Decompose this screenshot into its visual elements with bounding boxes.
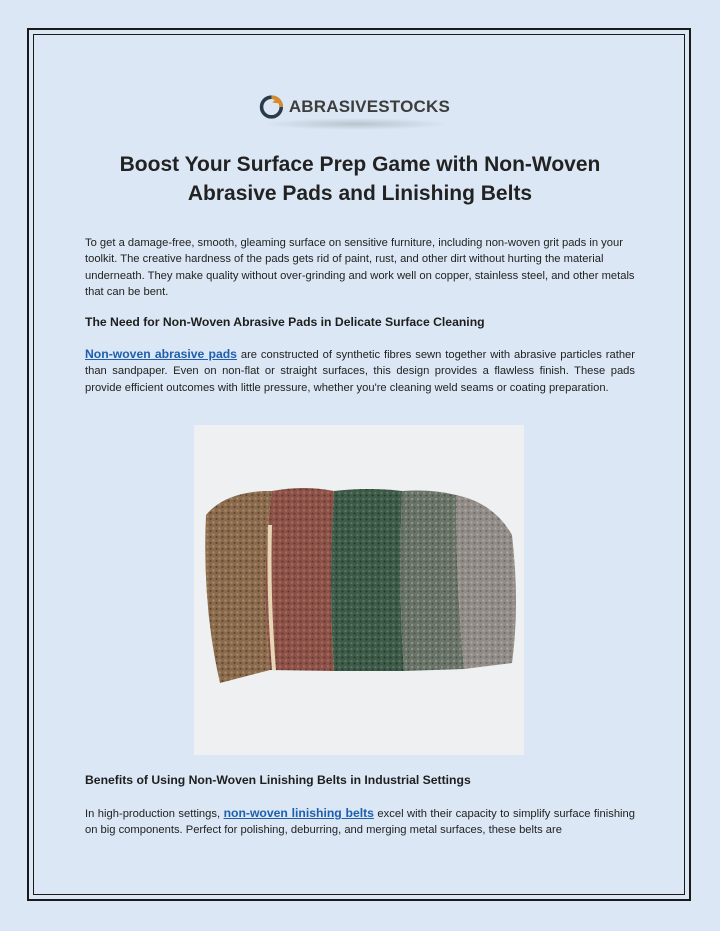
page-title-line-1: Boost Your Surface Prep Game with Non-Woven — [119, 153, 601, 176]
section2-paragraph — [85, 805, 635, 839]
section1-paragraph — [85, 346, 635, 396]
section2-body-after: excel with their capacity to simplify surface finishing on big components. Perfect for polishing, deburring, and merging metal surfaces, these belts are — [85, 808, 635, 837]
brand-logo-icon — [258, 92, 285, 122]
section1-heading: The Need for Non-Woven Abrasive Pads in Delicate Surface Cleaning — [85, 315, 485, 329]
section2-body-before: In high-production settings, — [85, 808, 224, 820]
intro-paragraph: To get a damage-free, smooth, gleaming surface on sensitive furniture, including non-woven grit pads in your toolkit. The creative hardness of the pads gets rid of paint, rust, and other dirt without hurting the material underneath. They make quality without over-grinding and work well on copper, stainless steel, and other metals that can be bent. — [85, 237, 635, 299]
non-woven-linishing-belts-link[interactable]: non-woven linishing belts — [223, 806, 374, 820]
section2-heading: Benefits of Using Non-Woven Linishing Belts in Industrial Settings — [85, 773, 471, 787]
section1-body: are constructed of synthetic fibres sewn together with abrasive particles rather than sandpaper. Even on non-flat or straight surfaces, this design provides a flawless finish. These pads provide efficient outcomes with little pressure, whether you're cleaning weld seams or coating preparation. — [85, 349, 635, 394]
product-photo — [194, 425, 524, 755]
brand-logo — [258, 86, 450, 128]
page-title-line-2: Abrasive Pads and Linishing Belts — [187, 182, 533, 205]
non-woven-abrasive-pads-link[interactable]: Non-woven abrasive pads — [85, 347, 237, 361]
abrasive-belts-image — [194, 425, 524, 755]
brand-logo-text: ABRASIVESTOCKS — [288, 97, 450, 116]
page-title — [60, 150, 660, 208]
